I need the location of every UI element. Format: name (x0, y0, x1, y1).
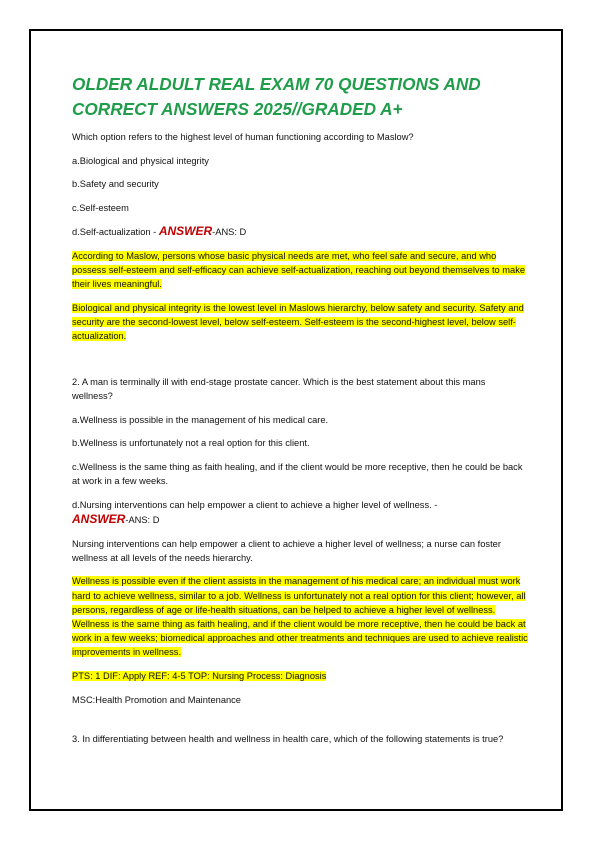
q2-question: 2. A man is terminally ill with end-stage prostate cancer. Which is the best statement about this mans wellness? (72, 376, 486, 402)
q3-question: 3. In differentiating between health and wellness in health care, which of the following statements is true? (72, 734, 504, 745)
q1-option-a: a.Biological and physical integrity (72, 155, 209, 166)
q1-question: Which option refers to the highest level of human functioning according to Maslow? (72, 132, 414, 142)
q1-rationale-2 (72, 301, 528, 344)
q2-pts-text: PTS: 1 DIF: Apply REF: 4-5 TOP: Nursing Process: Diagnosis (72, 670, 327, 681)
q1-answer-label: ANSWER (158, 224, 213, 239)
q1-rationale-1 (72, 249, 528, 292)
q2-answer-label: ANSWER (72, 511, 126, 526)
q2-rationale-2-text: Wellness is possible even if the client assists in the management of his medical care; an individual must work hard to achieve wellness, similar to a job. Wellness is unfortunately not a real option for this client; however, all persons, regardless of age or life-health situations, can be helped to achieve a higher level of wellness. Wellness is the same thing as faith healing, and if the client would be more receptive, then he could be back at work in a few weeks; biomedical approaches and other treatments and techniques are used to achieve realistic improvements in wellness. (72, 576, 528, 658)
q1-option-b: b.Safety and security (72, 179, 159, 190)
q1-rationale-1-text: According to Maslow, persons whose basic physical needs are met, who feel safe and secure, and who possess self-esteem and self-efficacy can achieve self-actualization, reaching out beyond themselves to make their lives meaningful. (72, 250, 526, 290)
q1-option-c: c.Self-esteem (72, 202, 129, 213)
q2-option-d-text: d.Nursing interventions can help empower a client to achieve a higher level of wellness. - (72, 499, 438, 510)
q2-answer-value: -ANS: D (125, 514, 160, 525)
q1-rationale-2-text: Biological and physical integrity is the lowest level in Maslows hierarchy, below safety and security. Safety and security are the second-lowest level, below self-esteem. Self-esteem is the second-highest level, below self-actualization. (72, 302, 524, 342)
q2-rationale-1: Nursing interventions can help empower a client to achieve a higher level of wellness; a nurse can foster wellness at all levels of the needs hierarchy. (72, 538, 501, 563)
q2-option-a: a.Wellness is possible in the management of his medical care. (72, 414, 329, 425)
q2-rationale-2 (72, 574, 528, 659)
q2-msc: MSC:Health Promotion and Maintenance (72, 694, 241, 705)
document-content (72, 72, 528, 756)
q1-answer-value: -ANS: D (212, 227, 247, 238)
spacer (72, 716, 528, 732)
q2-pts (72, 669, 528, 683)
document-title: OLDER ALDULT REAL EXAM 70 QUESTIONS AND CORRECT ANSWERS 2025//GRADED A+ (72, 74, 481, 119)
q1-option-d (72, 224, 528, 239)
spacer (72, 353, 528, 375)
q2-option-b: b.Wellness is unfortunately not a real option for this client. (72, 438, 310, 449)
q1-option-d-text: d.Self-actualization - (72, 227, 159, 238)
q2-option-c: c.Wellness is the same thing as faith healing, and if the client would be more receptive, then he could be back at work in a few weeks. (72, 461, 523, 487)
q2-option-d (72, 498, 528, 527)
